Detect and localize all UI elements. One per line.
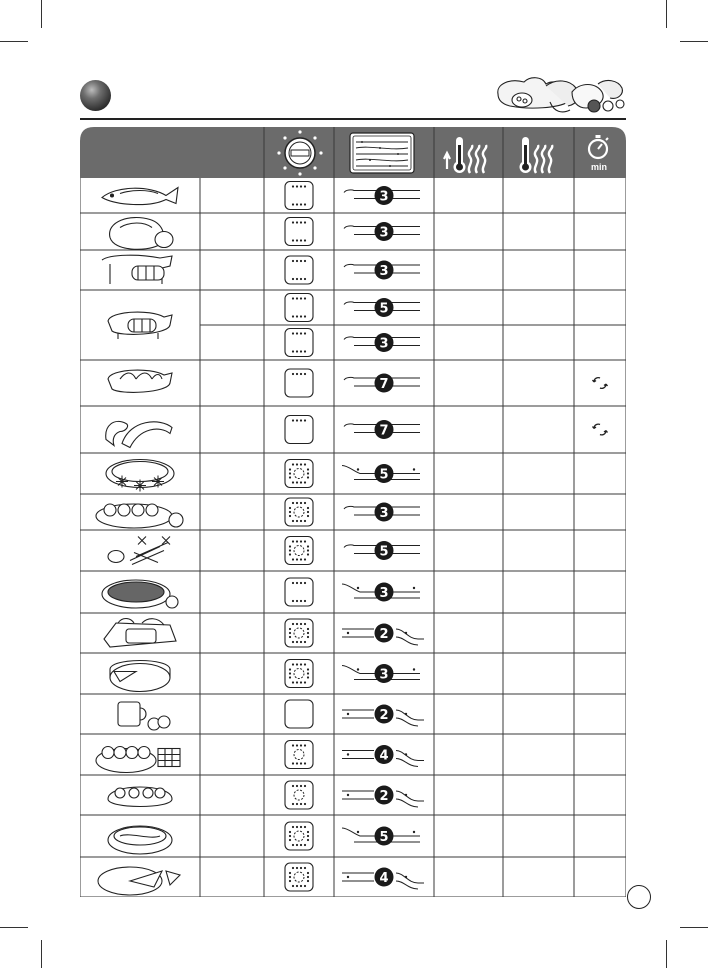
table-grid (80, 127, 626, 897)
muffin-tray-icon (108, 787, 172, 807)
turn-over-icon (593, 424, 608, 435)
shelf-level-digit: 3 (379, 263, 389, 279)
shelf-level-digit: 4 (379, 748, 389, 764)
mode-grill-icon (285, 256, 313, 284)
shelf-level-digit: 3 (379, 225, 389, 241)
mode-grill-icon (285, 218, 313, 246)
table-row (96, 741, 424, 773)
shelf-level-5-icon (342, 464, 420, 483)
mode-grill-icon (285, 182, 313, 210)
shelf-level-digit: 3 (379, 585, 389, 601)
shelf-level-7-icon (344, 420, 420, 439)
table-row (102, 578, 420, 608)
crop-mark (666, 940, 667, 968)
shelf-level-7-icon (344, 374, 420, 393)
shelf-level-5-icon (344, 541, 420, 560)
apple-tart-icon (102, 580, 178, 608)
time-unit-label: min (590, 162, 607, 172)
shelf-levels-icon (350, 133, 414, 173)
mode-plain-icon (285, 700, 313, 728)
muffins-and-waffle-icon (96, 747, 180, 773)
table-row (110, 218, 420, 250)
mode-fan-ring-icon (285, 498, 313, 526)
mode-grill-icon (285, 329, 313, 357)
crop-mark (0, 41, 28, 42)
pork-ribs-icon (108, 370, 172, 392)
table-row (96, 498, 420, 528)
beef-roast-icon (102, 255, 172, 284)
fish-icon (102, 188, 178, 205)
shelf-level-3-icon (342, 664, 420, 683)
mode-fan-ring-icon (285, 822, 313, 850)
table-row (108, 369, 608, 397)
frozen-pizza-icon (106, 460, 174, 492)
shelf-level-4-icon (342, 745, 424, 767)
table-row (106, 416, 608, 448)
shelf-level-digit: 5 (379, 544, 389, 560)
shelf-level-4-icon (342, 868, 424, 890)
pork-roast-icon (108, 312, 172, 339)
crop-mark (666, 0, 667, 28)
shelf-level-digit: 3 (379, 505, 389, 521)
shelf-level-2-icon (342, 786, 424, 808)
shelf-level-3-icon (344, 333, 420, 352)
mode-fan-ring-icon (285, 460, 313, 488)
pizza-slice-icon (98, 867, 180, 895)
shelf-level-digit: 4 (379, 870, 389, 886)
shelf-level-digit: 5 (379, 829, 389, 845)
shelf-level-digit: 5 (379, 467, 389, 483)
shelf-level-digit: 2 (379, 788, 389, 804)
shelf-level-digit: 5 (379, 301, 389, 317)
table-row (110, 660, 420, 692)
shelf-level-3-icon (344, 503, 420, 522)
mode-fan-icon (285, 781, 313, 809)
shelf-level-3-icon (344, 186, 420, 205)
crop-mark (680, 927, 708, 928)
shelf-level-digit: 2 (379, 707, 389, 723)
header-rule (80, 118, 626, 120)
stuffed-tomatoes-icon (96, 504, 183, 528)
cheesecake-icon (110, 661, 170, 692)
sausages-icon (106, 421, 172, 447)
section-marker-sphere (80, 80, 111, 111)
mode-fan-ring-icon (285, 537, 313, 565)
frozen-fries-icon (108, 537, 170, 565)
shelf-level-digit: 7 (379, 423, 389, 439)
chicken-icon (110, 218, 173, 250)
table-row (102, 182, 420, 210)
quiche-icon (108, 826, 172, 854)
mode-top-heat-icon (285, 369, 313, 397)
mode-fan-ring-icon (285, 863, 313, 891)
cooking-guide-table (80, 127, 626, 897)
mode-top-heat-icon (285, 416, 313, 444)
mode-grill-icon (285, 294, 313, 322)
mode-grill-icon (285, 578, 313, 606)
shelf-level-5-icon (344, 298, 420, 317)
shelf-level-digit: 3 (379, 336, 389, 352)
shelf-level-2-icon (342, 705, 424, 727)
mode-fan-icon (285, 741, 313, 769)
shelf-level-digit: 2 (379, 626, 389, 642)
shelf-level-digit: 3 (379, 189, 389, 205)
shelf-level-3-icon (344, 222, 420, 241)
shelf-level-digit: 7 (379, 376, 389, 392)
table-row (108, 781, 424, 809)
crop-mark (41, 0, 42, 28)
crop-mark (680, 41, 708, 42)
table-row (118, 700, 424, 730)
assorted-foods-icon (490, 72, 632, 116)
table-row (98, 863, 424, 895)
table-row (285, 329, 420, 357)
shelf-level-digit: 3 (379, 667, 389, 683)
shelf-level-3-icon (342, 583, 420, 602)
table-row (106, 460, 420, 492)
bread-loaves-icon (104, 619, 176, 648)
shelf-level-3-icon (344, 261, 420, 280)
page-number-circle (627, 885, 651, 909)
shelf-level-2-icon (342, 624, 424, 646)
mode-fan-ring-icon (285, 619, 313, 647)
crop-mark (41, 940, 42, 968)
mode-fan-ring-icon (285, 660, 313, 688)
mug-cake-icon (118, 702, 170, 730)
shelf-level-5-icon (342, 827, 420, 846)
crop-mark (0, 927, 28, 928)
turn-over-icon (593, 378, 608, 389)
table-row (102, 255, 420, 284)
